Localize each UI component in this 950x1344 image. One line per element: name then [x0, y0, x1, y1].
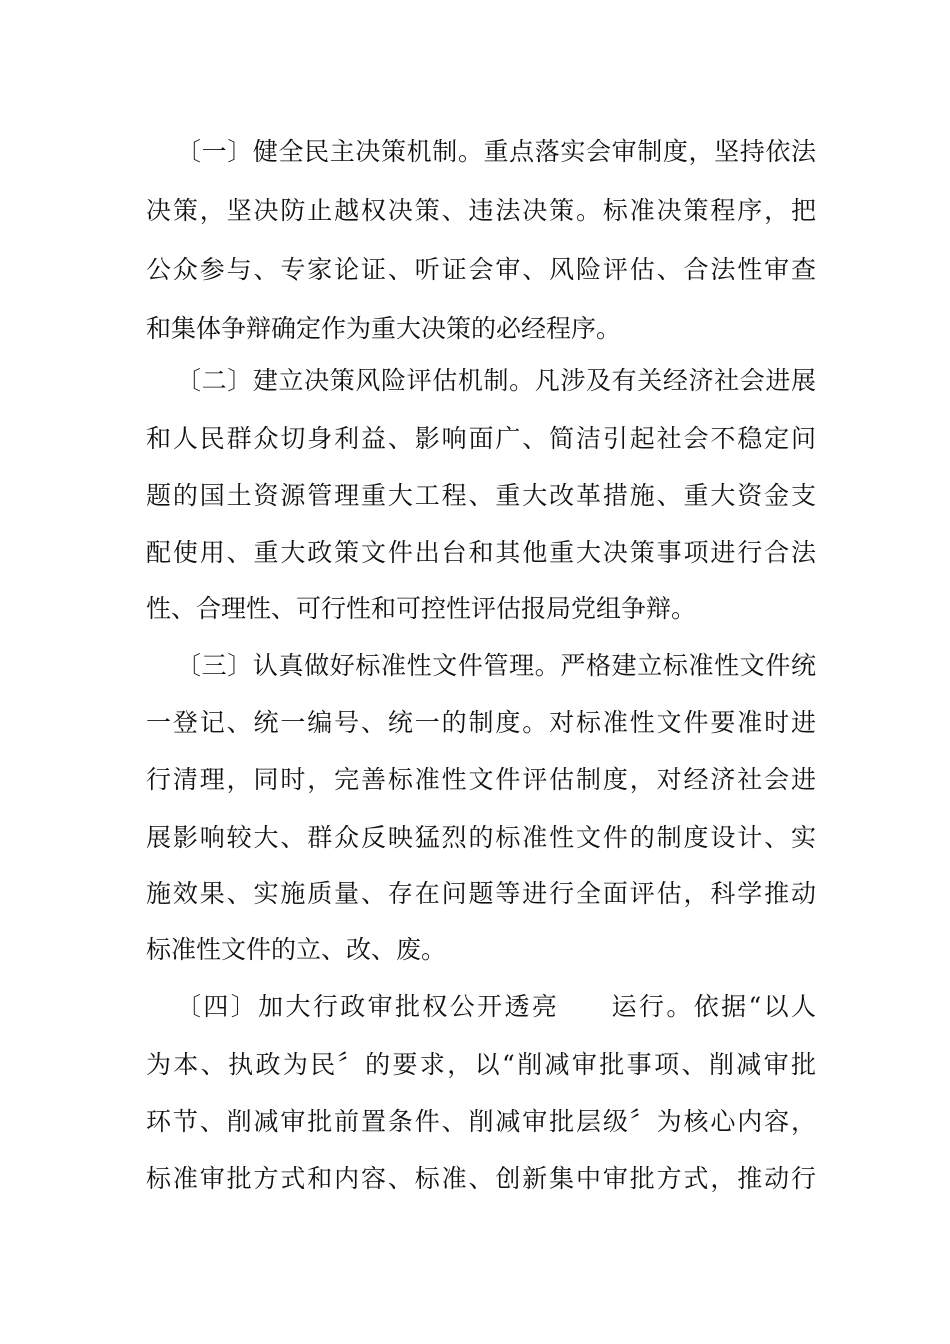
- paragraph-3-line-3: 行清理，同时，完善标准性文件评估制度，对经济社会进: [146, 765, 816, 794]
- paragraph-1-line-4: 和集体争辩确定作为重大决策的必经程序。: [146, 314, 622, 343]
- paragraph-1-line-2: 决策，坚决防止越权决策、违法决策。标准决策程序，把: [146, 196, 816, 225]
- paragraph-4-line-2: 为本、执政为民〞的要求，以“削减审批事项、削减审批: [146, 1050, 816, 1079]
- paragraph-4-line-4: 标准审批方式和内容、标准、创新集中审批方式，推动行: [146, 1164, 816, 1193]
- paragraph-3-line-6: 标准性文件的立、改、废。: [146, 935, 447, 964]
- paragraph-4-line-1-part-a: 〔四〕加大行政审批权公开透亮: [176, 992, 560, 1021]
- paragraph-2-line-4: 配使用、重大政策文件出台和其他重大决策事项进行合法: [146, 538, 816, 567]
- paragraph-3-line-2: 一登记、统一编号、统一的制度。对标准性文件要准时进: [146, 708, 816, 737]
- paragraph-3-line-4: 展影响较大、群众反映猛烈的标准性文件的制度设计、实: [146, 823, 816, 852]
- paragraph-4-line-3: 环节、削减审批前置条件、削减审批层级〞为核心内容，: [146, 1107, 816, 1136]
- paragraph-3-line-5: 施效果、实施质量、存在问题等进行全面评估，科学推动: [146, 879, 816, 908]
- paragraph-2-line-2: 和人民群众切身利益、影响面广、简洁引起社会不稳定问: [146, 424, 816, 453]
- paragraph-1-line-1: 〔一〕健全民主决策机制。重点落实会审制度，坚持依法: [176, 137, 816, 166]
- paragraph-4-line-1: [176, 978, 816, 1036]
- paragraph-2-line-1: 〔二〕建立决策风险评估机制。凡涉及有关经济社会进展: [176, 366, 816, 395]
- paragraph-4-line-1-part-b: 运行。依据“以人: [609, 992, 816, 1021]
- paragraph-1-line-3: 公众参与、专家论证、听证会审、风险评估、合法性审查: [146, 255, 816, 284]
- paragraph-3-line-1: 〔三〕认真做好标准性文件管理。严格建立标准性文件统: [176, 651, 816, 680]
- paragraph-2-line-5: 性、合理性、可行性和可控性评估报局党组争辩。: [146, 594, 697, 623]
- paragraph-2-line-3: 题的国土资源管理重大工程、重大改革措施、重大资金支: [146, 481, 816, 510]
